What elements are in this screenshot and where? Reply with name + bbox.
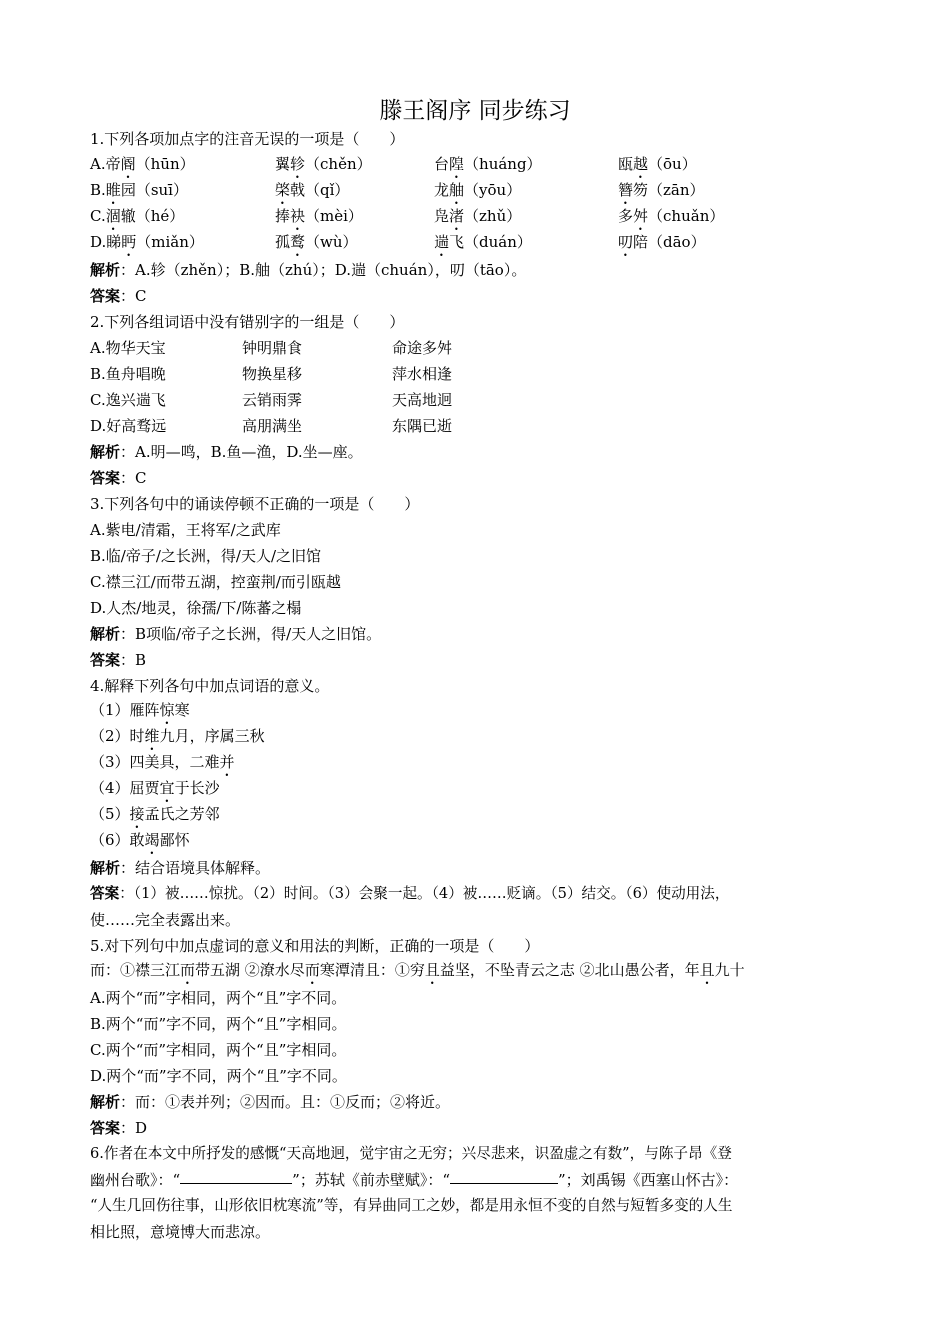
q2-stem: 2.下列各组词语中没有错别字的一组是（ ） xyxy=(90,313,405,331)
q4-item-1: （1）雁阵惊寒 xyxy=(90,701,190,719)
q1-answer: 答案：C xyxy=(90,287,147,305)
q6-line-3: “人生几回伤往事，山形依旧枕寒流”等，有异曲同工之妙，都是用永恒不变的自然与短暂多变的人生 xyxy=(90,1197,733,1214)
q2-answer: 答案：C xyxy=(90,469,147,487)
q1-option-b-3: 龙舳（yōu） xyxy=(434,181,522,199)
q3-analysis: 解析：B项临/帝子之长洲，得/天人之旧馆。 xyxy=(90,625,382,643)
q1-option-c-4: 多舛（chuǎn） xyxy=(618,207,725,225)
q1-option-c-2: 捧袂（mèi） xyxy=(275,207,363,225)
q5-stem: 5.对下列句中加点虚词的意义和用法的判断，正确的一项是（ ） xyxy=(90,937,540,955)
q4-item-4: （4）屈贾宜于长沙 xyxy=(90,779,220,797)
q6-line-4: 相比照，意境博大而悲凉。 xyxy=(90,1223,271,1241)
q1-stem: 1.下列各项加点字的注音无误的一项是（ ） xyxy=(90,130,405,148)
q2-option-c-1: C.逸兴遄飞 xyxy=(90,391,166,409)
q5-answer: 答案：D xyxy=(90,1119,148,1137)
q4-stem: 4.解释下列各句中加点词语的意义。 xyxy=(90,677,330,695)
q2-option-c-2: 云销雨霁 xyxy=(242,391,303,409)
q5-analysis: 解析：而：①表并列；②因而。且：①反而；②将近。 xyxy=(90,1093,451,1111)
q3-option-b: B.临/帝子/之长洲，得/天人/之旧馆 xyxy=(90,547,322,565)
q2-analysis: 解析：A.明—鸣，B.鱼—渔，D.坐—座。 xyxy=(90,443,363,461)
q4-item-5: （5）接孟氏之芳邻 xyxy=(90,805,220,823)
q1-option-a-3: 台隍（huáng） xyxy=(434,155,542,173)
q2-option-d-3: 东隅已逝 xyxy=(392,417,453,435)
q1-option-c-1: C.涸辙（hé） xyxy=(90,207,185,225)
q3-option-a: A.紫电/清霜，王将军/之武库 xyxy=(90,521,281,539)
q2-option-a-2: 钟明鼎食 xyxy=(242,339,303,357)
q1-option-d-1: D.睇眄（miǎn） xyxy=(90,233,204,251)
q4-item-2: （2）时维九月，序属三秋 xyxy=(90,727,265,745)
q4-item-3: （3）四美具，二难并 xyxy=(90,753,235,771)
q3-answer: 答案：B xyxy=(90,651,147,669)
q2-option-b-2: 物换星移 xyxy=(242,365,303,383)
q1-option-a-1: A.帝阍（hūn） xyxy=(90,155,195,173)
q5-option-d: D.两个“而”字不同，两个“且”字不同。 xyxy=(90,1067,347,1085)
q4-answer: 答案：（1）被……惊扰。（2）时间。（3）会聚一起。（4）被……贬谪。（5）结交。（6）使动用法， xyxy=(90,885,730,902)
q2-option-a-3: 命途多舛 xyxy=(392,339,453,357)
q1-option-a-2: 翼轸（chěn） xyxy=(275,155,372,173)
q5-option-c: C.两个“而”字相同，两个“且”字相同。 xyxy=(90,1041,347,1059)
q6-blank-2[interactable] xyxy=(450,1169,558,1184)
q2-option-b-3: 萍水相逢 xyxy=(392,365,453,383)
q1-option-b-2: 棨戟（qǐ） xyxy=(275,181,350,199)
q2-option-c-3: 天高地迥 xyxy=(392,391,453,409)
q6-blank-1[interactable] xyxy=(180,1169,292,1184)
page-title: 滕王阁序 同步练习 xyxy=(379,98,571,124)
q1-option-c-3: 凫渚（zhǔ） xyxy=(434,207,522,225)
q4-answer-continued: 使……完全表露出来。 xyxy=(90,911,241,929)
q5-sentences: 而：①襟三江而带五湖 ②潦水尽而寒潭清且：①穷且益坚，不坠青云之志 ②北山愚公者，年且九十 xyxy=(90,961,745,979)
q1-option-d-3: 遄飞（duán） xyxy=(434,233,532,251)
q6-line-2: 幽州台歌》：“ ”；苏轼《前赤壁赋》：“ ”；刘禹锡《西塞山怀古》： xyxy=(90,1171,739,1189)
q1-option-b-1: B.睢园（suī） xyxy=(90,181,188,199)
q3-stem: 3.下列各句中的诵读停顿不正确的一项是（ ） xyxy=(90,495,420,513)
q2-option-d-2: 高朋满坐 xyxy=(242,417,303,435)
q1-option-d-2: 孤鹜（wù） xyxy=(275,233,358,251)
q1-option-d-4: 叨陪（dāo） xyxy=(618,233,706,251)
q2-option-b-1: B.鱼舟唱晚 xyxy=(90,365,166,383)
q3-option-c: C.襟三江/而带五湖，控蛮荆/而引瓯越 xyxy=(90,573,341,591)
q5-option-a: A.两个“而”字相同，两个“且”字不同。 xyxy=(90,989,347,1007)
q1-option-a-4: 瓯越（ōu） xyxy=(618,155,697,173)
q3-option-d: D.人杰/地灵，徐孺/下/陈蕃之榻 xyxy=(90,599,302,617)
q6-line-1: 6.作者在本文中所抒发的感慨“天高地迥，觉宇宙之无穷；兴尽悲来，识盈虚之有数”，与陈子昂《登 xyxy=(90,1145,732,1162)
q2-option-d-1: D.好高骛远 xyxy=(90,417,167,435)
q4-item-6: （6）敢竭鄙怀 xyxy=(90,831,190,849)
q4-analysis: 解析：结合语境具体解释。 xyxy=(90,859,271,877)
q5-option-b: B.两个“而”字不同，两个“且”字相同。 xyxy=(90,1015,347,1033)
q1-analysis: 解析：A.轸（zhěn）；B.舳（zhú）；D.遄（chuán），叨（tāo）。 xyxy=(90,261,527,279)
q2-option-a-1: A.物华天宝 xyxy=(90,339,166,357)
q1-option-b-4: 簪笏（zān） xyxy=(618,181,705,199)
